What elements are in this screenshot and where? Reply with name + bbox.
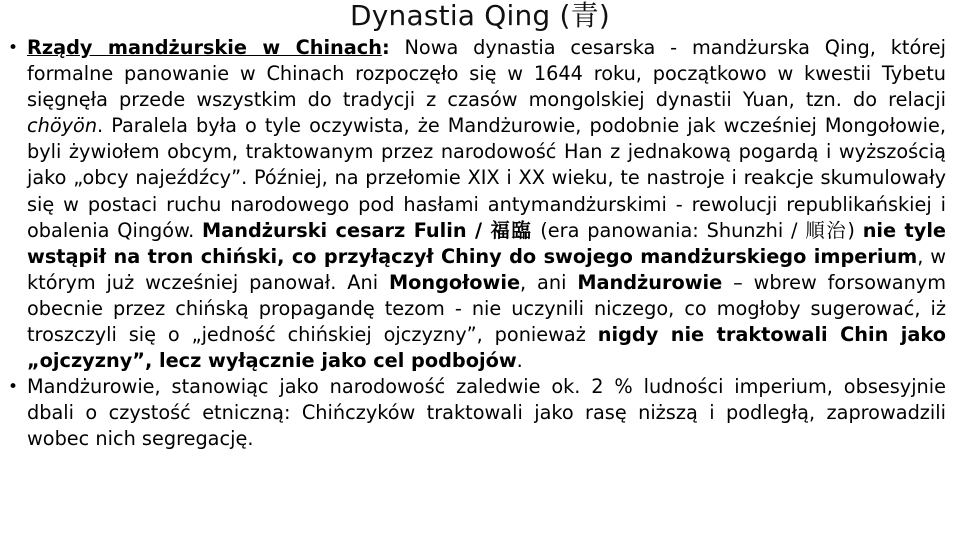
colon-run: : [381,36,390,59]
text-run: . Paralela była o tyle oczywista, że Mandżurowie, podobnie jak wcześniej Mongołowie, byli żywiołem obcym, traktowanym przez narodowość Han z jednakową pogardą i wyższością jako „obcy najeźdźcy”. Później, na przełomie XIX i XX wieku, te nastroje i reakcje skumulowały się w postaci ruchu narodowego pod hasłami antymandżurskimi - rewolucji republikańskiej i obalenia Qingów. [27,114,946,242]
text-run: – wbrew forsowanym obecnie przez chińską propagandę tezom - nie uczynili niczego, co mogłoby sugerować, iż troszczyli się o „jedność chińskiej ojczyzny”, ponieważ [27,270,946,347]
text-run: Mandżurowie, stanowiąc jako narodowość zaledwie ok. 2 % ludności imperium, obsesyjnie dbali o czystość etniczną: Chińczyków traktowali jako rasę niższą i podległą, zaprowadzili wobec nich segregację. [27,375,946,451]
slide-title: Dynastia Qing (青) [350,0,610,32]
bullet-icon: • [8,38,19,58]
text-run: . [516,349,523,373]
text-run: (era panowania: Shunzhi / 順治) [532,218,863,242]
bold-run: Mongołowie [388,270,521,294]
bullet-paragraph-1 [8,35,946,374]
slide-body [8,35,946,453]
bold-run: nigdy nie traktowali Chin jako „ojczyzny”, lecz wyłącznie jako cel podbojów [27,323,946,373]
italic-term: chöyön [27,114,98,138]
text-run: Nowa dynastia cesarska - mandżurska Qing, której formalne panowanie w Chinach rozpoczęło się w 1644 roku, początkowo w kwestii Tybetu sięgnęła przede wszystkim do tradycji z czasów mongolskiej dynastii Yuan, tzn. do relacji [27,36,946,112]
text-run: , w którym już wcześniej panował. Ani [27,244,946,294]
text-run: , ani [520,270,578,294]
bullet-icon: • [8,377,19,398]
bullet-list [8,35,946,453]
bullet-paragraph-2 [8,374,946,452]
heading-run: Rządy mandżurskie w Chinach [27,36,382,59]
bold-run: Mandżurski cesarz Fulin / 福臨 [202,218,533,242]
bold-run: nie tyle wstąpił na tron chiński, co przyłączył Chiny do swojego mandżurskiego imperium [27,218,947,268]
bold-run: Mandżurowie [577,270,723,294]
